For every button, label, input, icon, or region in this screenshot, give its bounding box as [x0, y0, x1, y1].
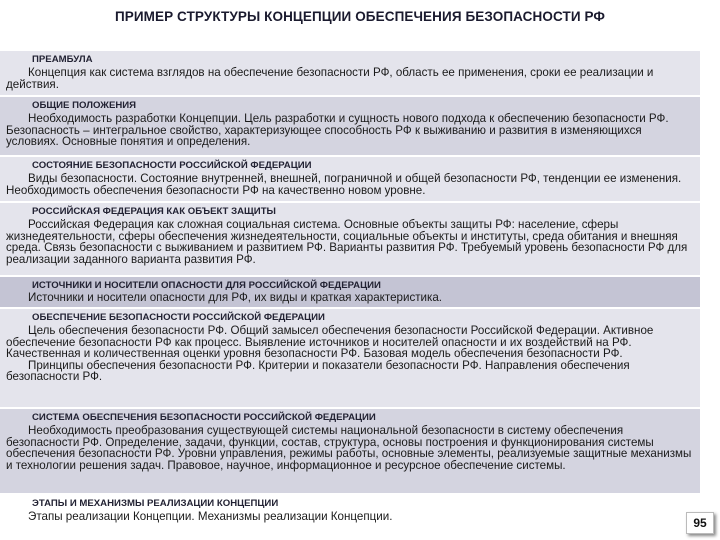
section-text	[6, 113, 696, 148]
section-heading: ОБЕСПЕЧЕНИЕ БЕЗОПАСНОСТИ РОССИЙСКОЙ ФЕДЕРАЦИИ	[32, 312, 325, 323]
section-heading: ОБЩИЕ ПОЛОЖЕНИЯ	[32, 100, 137, 111]
section-heading: ИСТОЧНИКИ И НОСИТЕЛИ ОПАСНОСТИ ДЛЯ РОССИЙСКОЙ ФЕДЕРАЦИИ	[32, 280, 381, 291]
section-paragraph: Этапы реализации Концепции. Механизмы реализации Концепции.	[28, 510, 393, 523]
section-heading: ЭТАПЫ И МЕХАНИЗМЫ РЕАЛИЗАЦИИ КОНЦЕПЦИИ	[32, 498, 279, 509]
section-text	[6, 219, 696, 265]
section-paragraph: Виды безопасности. Состояние внутренней, внешней, пограничной и общей безопасности РФ, тенденции ее изменения. Необходимость обеспечения безопасности РФ на качественно новом уровне.	[6, 172, 682, 197]
section-text	[6, 173, 696, 196]
section-paragraph: Необходимость разработки Концепции. Цель разработки и сущность нового подхода к обеспечению безопасности РФ. Безопасность – интегральное свойство, характеризующее способность РФ к выживанию и развития в изменяющихся условиях. Основные понятия и определения.	[6, 112, 669, 149]
page-number: 95	[686, 512, 714, 534]
section-heading: ПРЕАМБУЛА	[32, 54, 93, 65]
page-title: ПРИМЕР СТРУКТУРЫ КОНЦЕПЦИИ ОБЕСПЕЧЕНИЯ БЕЗОПАСНОСТИ РФ	[114, 9, 606, 24]
section-heading: СИСТЕМА ОБЕСПЕЧЕНИЯ БЕЗОПАСНОСТИ РОССИЙСКОЙ ФЕДЕРАЦИИ	[32, 412, 376, 423]
section-text	[6, 511, 696, 523]
section-paragraph: Цель обеспечения безопасности РФ. Общий замысел обеспечения безопасности Российской Федерации. Активное обеспечение безопасности РФ как процесс. Выявление источников и носителей опасности и их воздействий на РФ. Качественная и количественная оценки уровня безопасности РФ. Базовая модель обеспечения безопасности РФ.	[6, 324, 654, 361]
section-text	[6, 325, 696, 383]
section-paragraph: Источники и носители опасности для РФ, их виды и краткая характеристика.	[28, 291, 443, 304]
section-paragraph: Концепция как система взглядов на обеспечение безопасности РФ, область ее применения, сроки ее реализации и действия.	[6, 66, 654, 91]
section-heading: РОССИЙСКАЯ ФЕДЕРАЦИЯ КАК ОБЪЕКТ ЗАЩИТЫ	[32, 206, 276, 217]
section-text	[6, 292, 696, 304]
section-paragraph: Принципы обеспечения безопасности РФ. Критерии и показатели безопасности РФ. Направления обеспечения безопасности РФ.	[6, 358, 630, 384]
section-text	[6, 67, 696, 90]
section-paragraph: Российская Федерация как сложная социальная система. Основные объекты защиты РФ: население, сферы жизнедеятельности, сферы обеспечения жизнедеятельности, социальные объекты и институты, среда обитания и внешняя среда. Связь безопасности с выживанием и развитием РФ. Варианты развития РФ. Требуемый уровень безопасности РФ для реализации заданного варианта развития РФ.	[6, 218, 688, 266]
section-heading: СОСТОЯНИЕ БЕЗОПАСНОСТИ РОССИЙСКОЙ ФЕДЕРАЦИИ	[32, 160, 312, 171]
section-text	[6, 425, 696, 471]
section-paragraph: Необходимость преобразования существующей системы национальной безопасности в систему обеспечения безопасности РФ. Определение, задачи, функции, состав, структура, основы построения и функционирования системы обеспечения безопасности РФ. Уровни управления, режимы работы, основные элементы, реализуемые защитные механизмы и технологии решения задач. Правовое, научное, информационное и ресурсное обеспечение системы.	[6, 424, 692, 472]
